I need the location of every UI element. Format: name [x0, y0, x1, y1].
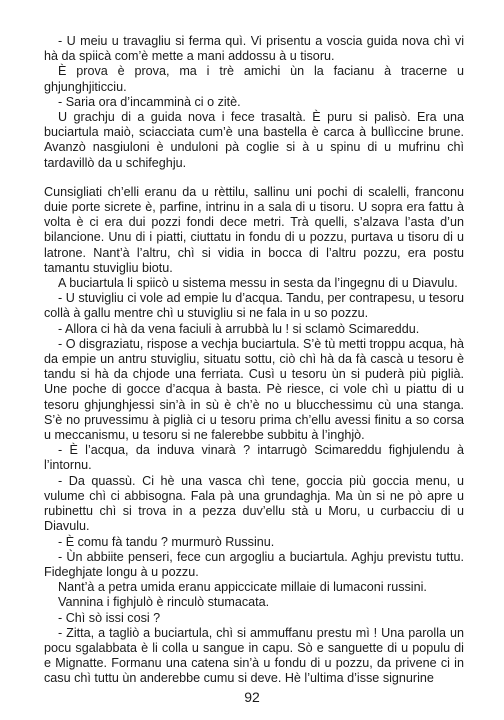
paragraph: - U meiu u travagliu si ferma quì. Vi prisentu a voscia guida nova chì vi hà da spiicà com’è mette a mani addossu à u tisoru. [44, 34, 464, 64]
paragraph: - Chì sò issi cosi ? [58, 610, 161, 625]
paragraph: - È comu fà tandu ? murmurò Russinu. [58, 534, 275, 549]
paragraph: - È l’acqua, da induva vinarà ? intarrugò Scimareddu fighjulendu à l’intornu. [44, 443, 464, 473]
paragraph: - U stuvigliu ci vole ad empie lu d’acqua. Tandu, per contrapesu, u tesoru collà à gallu mentre chì u stuvigliu si ne fala in u so pozzu. [44, 291, 464, 321]
paragraph: - Zitta, a tagliò a buciartula, chì si ammuffanu prestu mì ! Una parolla un pocu sgalabbata è li colla u sangue in capu. Sò e sanguette di u populu di e Mignatte. Formanu una catena sin’à u fondu di u pozzu, da privene ci in casu chì tuttu ùn anderebbe cumu si deve. Hè l’ultima d’isse signurine [44, 625, 464, 686]
text-block-opening [44, 34, 464, 171]
paragraph: - Ùn abbiite penseri, fece cun argogliu a buciartula. Aghju previstu tuttu. Fideghjate longu à u pozzu. [44, 549, 464, 579]
paragraph: Cunsigliati ch’elli eranu da u rèttilu, sallinu uni pochi di scalelli, franconu duie porte sicrete è, parfine, intrinu in a sala di u tisoru. U sopra era fattu à volta è ci era dui pozzi fondi dece metri. Trà quelli, s’alzava l’asta d’un bilancione. Unu di i piatti, ciuttatu in fondu di u pozzu, purtava u tisoru di u latrone. Nant’à l’altru, chì si vidia in bocca di l’altru pozzu, era postu tamantu stuvigliu biotu. [44, 184, 464, 275]
paragraph: - Allora ci hà da vena faciuli à arrubbà lu ! si sclamò Scimareddu. [58, 321, 420, 336]
paragraph: Vannina i fighjulò è rinculò stumacata. [58, 595, 270, 610]
paragraph: Nant’à a petra umida eranu appiccicate millaie di lumaconi russini. [58, 580, 427, 595]
text-block-main [44, 185, 464, 687]
paragraph: A buciartula li spiicò u sistema messu in sesta da l’ingegnu di u Diavulu. [58, 276, 458, 291]
paragraph: U grachju di a guida nova i fece trasaltà. È puru si palisò. Era una buciartula maiò, sciacciata cum’è una bastella è carca à bullìccine brune. Avanzò nasgiuloni è unduloni pà coglie si à u spinu di u mufrinu chì tardavillò da u schifeghju. [44, 110, 464, 170]
paragraph: - Saria ora d’incamminà ci o zitè. [58, 94, 241, 109]
paragraph: - O disgraziatu, rispose a vechja buciartula. S’è tù metti troppu acqua, hà da empie un antru stuvigliu, situatu sottu, ciò chì hà da fà cascà u tesoru è tandu si hà da chjode una ferriata. Cusì u tesoru ùn si puderà più piglià. Une poche di gocce d’acqua à basta. Pè riesce, ci vole chì u piattu di u tesoru ghjunghjessi sin’à in sù è ch’è no u blucchessimu cù una stanga. S’è no pruvessimu à piglià ci u tesoru prima ch’ellu avessi finitu a so corsa u meccanismu, u tesoru si ne falerebbe subbitu à l’inghjò. [44, 336, 465, 443]
paragraph: - Da quassù. Ci hè una vasca chì tene, goccia più goccia menu, u vulume chì ci abbisogna. Fala pà una grundaghja. Ma ùn si ne pò apre u rubinettu chì si trova in a pezza duv’ellu stà u Moru, u curbacciu di u Diavulu. [44, 473, 464, 534]
paragraph: È prova è prova, ma i trè amichi ùn la facianu à tracerne u ghjunghjiticciu. [44, 64, 464, 94]
section-break [44, 171, 464, 185]
page-number: 92 [244, 689, 260, 705]
